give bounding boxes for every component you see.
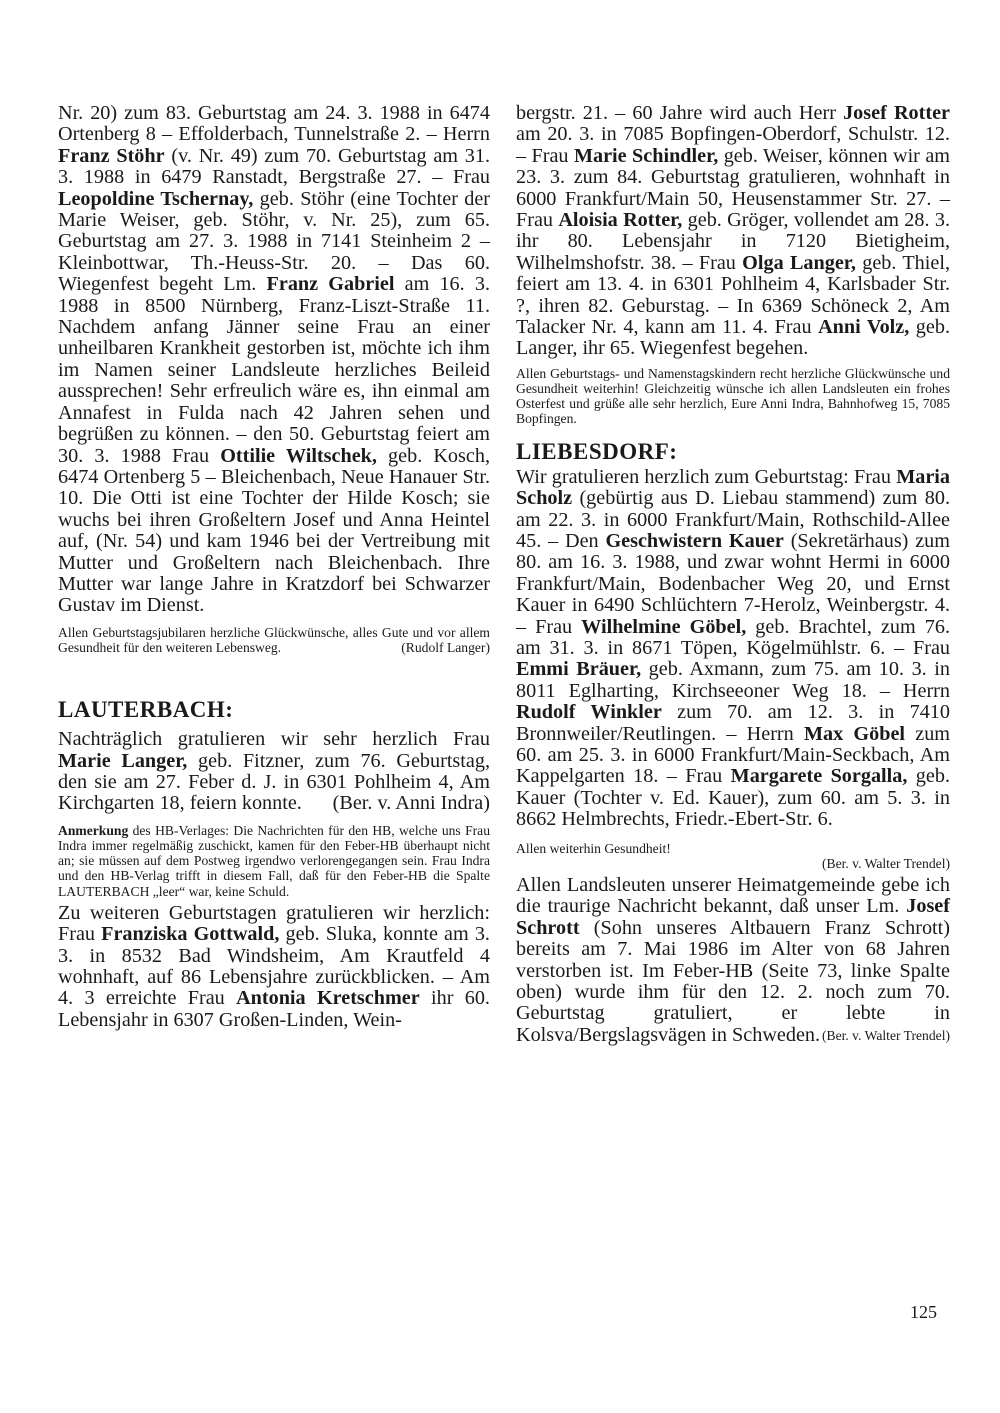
text: Zu weiteren Geburtstagen gratulieren wir herzlich: Frau bbox=[58, 901, 490, 946]
text: ihr 60. Lebensjahr in 6307 Großen-Linden, Wein- bbox=[58, 987, 490, 1031]
name-bold: Franz Stöhr bbox=[58, 144, 165, 167]
section-heading-liebesdorf: LIEBESDORF: bbox=[516, 438, 678, 464]
text: Nr. 20) zum 83. Geburtstag am 24. 3. 1988 in 6474 Ortenberg 8 – Effolderbach, Tunnelstraße 2. – Herrn bbox=[58, 102, 490, 146]
name-bold: Franz Gabriel bbox=[266, 273, 395, 296]
name-bold: Max Göbel bbox=[803, 722, 906, 745]
health-wish: Allen weiterhin Gesundheit! bbox=[516, 840, 671, 856]
signature-walter-1: (Ber. v. Walter Trendel) bbox=[821, 855, 950, 871]
page-number: 125 bbox=[910, 1302, 937, 1322]
text: zum 60. am 25. 3. in 6000 Frankfurt/Main-Seckbach, Am Kappelgarten 18. – Frau bbox=[516, 722, 950, 788]
right-column bbox=[516, 103, 950, 1046]
section-heading-lauterbach: LAUTERBACH: bbox=[58, 697, 234, 723]
text: (v. Nr. 49) zum 70. Geburtstag am 31. 3. 1988 in 6479 Ranstadt, Bergstraße 27. – Frau bbox=[58, 144, 490, 189]
name-bold: Franziska Gottwald, bbox=[101, 923, 280, 946]
text: geb. Sluka, konnte am 3. 3. in 8532 Bad Windsheim, Am Krautfeld 4 wohnhaft, auf 86 Lebensjahre zurückblicken. – Am 4. 3 erreichte Frau bbox=[58, 923, 490, 1010]
text: Allen Geburtstagsjubilaren herzliche Glückwünsche, alles Gute und vor allem Gesundheit für den weiteren Lebensweg. bbox=[58, 624, 490, 655]
text: geb. Kosch, 6474 Ortenberg 5 – Bleichenbach, Neue Hanauer Str. 10. Die Otti ist eine Tochter der Hilde Kosch; sie wuchs bei ihren Großeltern Josef und Anna Heintel auf, (Nr. 54) und kam 1946 bei der Vertreibung mit Mutter und Großeltern nach Bleichenbach. Ihre Mutter war lange Jahre in Kratzdorf bei Schwarzer Gustav im Dienst. bbox=[58, 444, 490, 617]
birthday-paragraph-5 bbox=[516, 467, 950, 831]
birthday-paragraph-3 bbox=[58, 903, 490, 1031]
text: (Sekretärhaus) zum 80. am 16. 3. 1988, und zwar wohnt Hermi in 6000 Frankfurt/Main, Bodenbacher Weg 20, und Ernst Kauer in 6490 Schlüchtern 7-Herolz, Weinbergstr. 4. – Frau bbox=[516, 529, 950, 638]
name-bold: Marie Schindler, bbox=[573, 144, 719, 167]
text: des HB-Verlages: Die Nachrichten für den HB, welche uns Frau Indra immer regelmäßig zuschickt, kamen für den Feber-HB überhaupt nicht an; sie müssen auf dem Postweg irgendwo verlorengegangen sein. Frau Indra und den HB-Verlag trifft in diesem Fall, daß für den Feber-HB die Spalte LAUTERBACH „leer“ war, keine Schuld. bbox=[58, 822, 490, 899]
text: geb. Stöhr (eine Tochter der Marie Weiser, geb. Stöhr, v. Nr. 25), zum 65. Geburtstag am 27. 3. 1988 in 7141 Steinheim 2 – Kleinbottwar, Th.-Heuss-Str. 20. – Das 60. Wiegenfest begeht Lm. bbox=[58, 187, 491, 296]
name-bold: Ottilie Wiltschek, bbox=[220, 444, 377, 467]
birthday-paragraph-2 bbox=[58, 729, 490, 815]
signature: (Ber. v. Walter Trendel) bbox=[821, 1027, 950, 1043]
signature: (Rudolf Langer) bbox=[401, 639, 490, 655]
name-bold: Aloisia Rotter, bbox=[558, 209, 683, 232]
name-bold: Anni Volz, bbox=[818, 316, 910, 339]
name-bold: Margarete Sorgalla, bbox=[730, 765, 908, 788]
note-label: Anmerkung bbox=[58, 822, 129, 838]
text: zum 70. am 12. 3. in 7410 Bronnweiler/Reutlingen. – Herrn bbox=[516, 701, 950, 745]
text: geb. Thiel, feiert am 13. 4. in 6301 Pohlheim 4, Karlsbader Str. ?, ihren 82. Geburstag. – In 6369 Schöneck 2, Am Talacker Nr. 4, kann am 11. 4. Frau bbox=[516, 251, 950, 339]
publisher-note bbox=[58, 823, 490, 899]
name-bold: Rudolf Winkler bbox=[516, 701, 662, 724]
signature: (Ber. v. Anni Indra) bbox=[332, 792, 490, 815]
text: geb. Weiser, können wir am 23. 3. zum 84. Geburtstag gratulieren, wohnhaft in 6000 Frankfurt/Main 50, Heusenstammer Str. 27. – Frau bbox=[516, 144, 950, 232]
name-bold: Olga Langer, bbox=[742, 251, 856, 274]
name-bold: Leopoldine Tschernay, bbox=[58, 187, 254, 210]
name-bold: Josef Schrott bbox=[516, 895, 950, 939]
name-bold: Wilhelmine Göbel, bbox=[581, 615, 747, 638]
obituary-paragraph bbox=[516, 875, 950, 1046]
text: geb. Brachtel, zum 76. am 31. 3. in 8671 Töpen, Kögelmühlstr. 6. – Frau bbox=[516, 615, 950, 659]
name-bold: Maria Scholz bbox=[516, 465, 950, 510]
text: am 20. 3. in 7085 Bopfingen-Oberdorf, Schulstr. 12. – Frau bbox=[516, 123, 950, 167]
name-bold: Antonia Kretschmer bbox=[236, 987, 420, 1010]
text: (Sohn unseres Altbauern Franz Schrott) bereits am 7. Mai 1986 im Alter von 68 Jahren verstorben ist. Im Feber-HB (Seite 73, linke Spalte oben) wurde ihm für den 12. 2. noch zum 70. Geburtstag gratuliert, er lebte in Kolsva/Bergslagsvägen in Schweden. bbox=[516, 916, 950, 1046]
birthday-paragraph-1 bbox=[58, 103, 490, 617]
text: (gebürtig aus D. Liebau stammend) zum 80. am 22. 3. in 6000 Frankfurt/Main, Rothschild-Allee 45. – Den bbox=[516, 487, 950, 552]
left-column bbox=[58, 103, 490, 1031]
name-bold: Emmi Bräuer, bbox=[516, 658, 642, 681]
text: geb. Kauer (Tochter v. Ed. Kauer), zum 60. am 5. 3. in 8662 Helmbrechts, Friedr.-Ebert-Str. 6. bbox=[516, 765, 950, 831]
text: geb. Fitzner, zum 76. Geburtstag, den sie am 27. Feber d. J. in 6301 Pohlheim 4, Am Kirchgarten 18, feiern konnte. bbox=[58, 749, 490, 815]
greeting-note-2: Allen Geburtstags- und Namenstagskindern recht herzliche Glückwünsche und Gesundheit weiterhin! Gleichzeitig wünsche ich allen Landsleuten ein frohes Osterfest und grüße alle sehr herzlich, Eure Anni Indra, Bahnhofweg 15, 7085 Bopfingen. bbox=[516, 365, 950, 427]
text: geb. Langer, ihr 65. Wiegenfest begehen. bbox=[516, 316, 950, 360]
text: Allen Landsleuten unserer Heimatgemeinde gebe ich die traurige Nachricht bekannt, daß unser Lm. bbox=[516, 874, 950, 918]
greeting-note bbox=[58, 625, 490, 655]
name-bold: Geschwistern Kauer bbox=[605, 529, 784, 552]
birthday-paragraph-4 bbox=[516, 103, 950, 360]
name-bold: Marie Langer, bbox=[58, 749, 188, 772]
name-bold: Josef Rotter bbox=[843, 102, 950, 124]
text: geb. Axmann, zum 75. am 10. 3. in 8011 Eglharting, Kirchseeoner Weg 18. – Herrn bbox=[516, 658, 950, 702]
text: bergstr. 21. – 60 Jahre wird auch Herr bbox=[516, 102, 844, 124]
text: Nachträglich gratulieren wir sehr herzlich Frau bbox=[58, 728, 490, 751]
text: am 16. 3. 1988 in 8500 Nürnberg, Franz-Liszt-Straße 11. Nachdem anfang Jänner seine Frau an einer unheilbaren Krankheit gestorben ist, möchte ich ihm im Namen seiner Landsleute herzliches Beileid aussprechen! Sehr erfreulich wäre es, ihn einmal am Annafest in Fulda nach 42 Jahren sehen und begrüßen zu können. – den 50. Geburtstag feiert am 30. 3. 1988 Frau bbox=[58, 273, 490, 467]
text: geb. Gröger, vollendet am 28. 3. ihr 80. Lebensjahr in 7120 Bietigheim, Wilhelmshofstr. 38. – Frau bbox=[516, 209, 950, 274]
text: Wir gratulieren herzlich zum Geburtstag: Frau bbox=[516, 465, 897, 488]
